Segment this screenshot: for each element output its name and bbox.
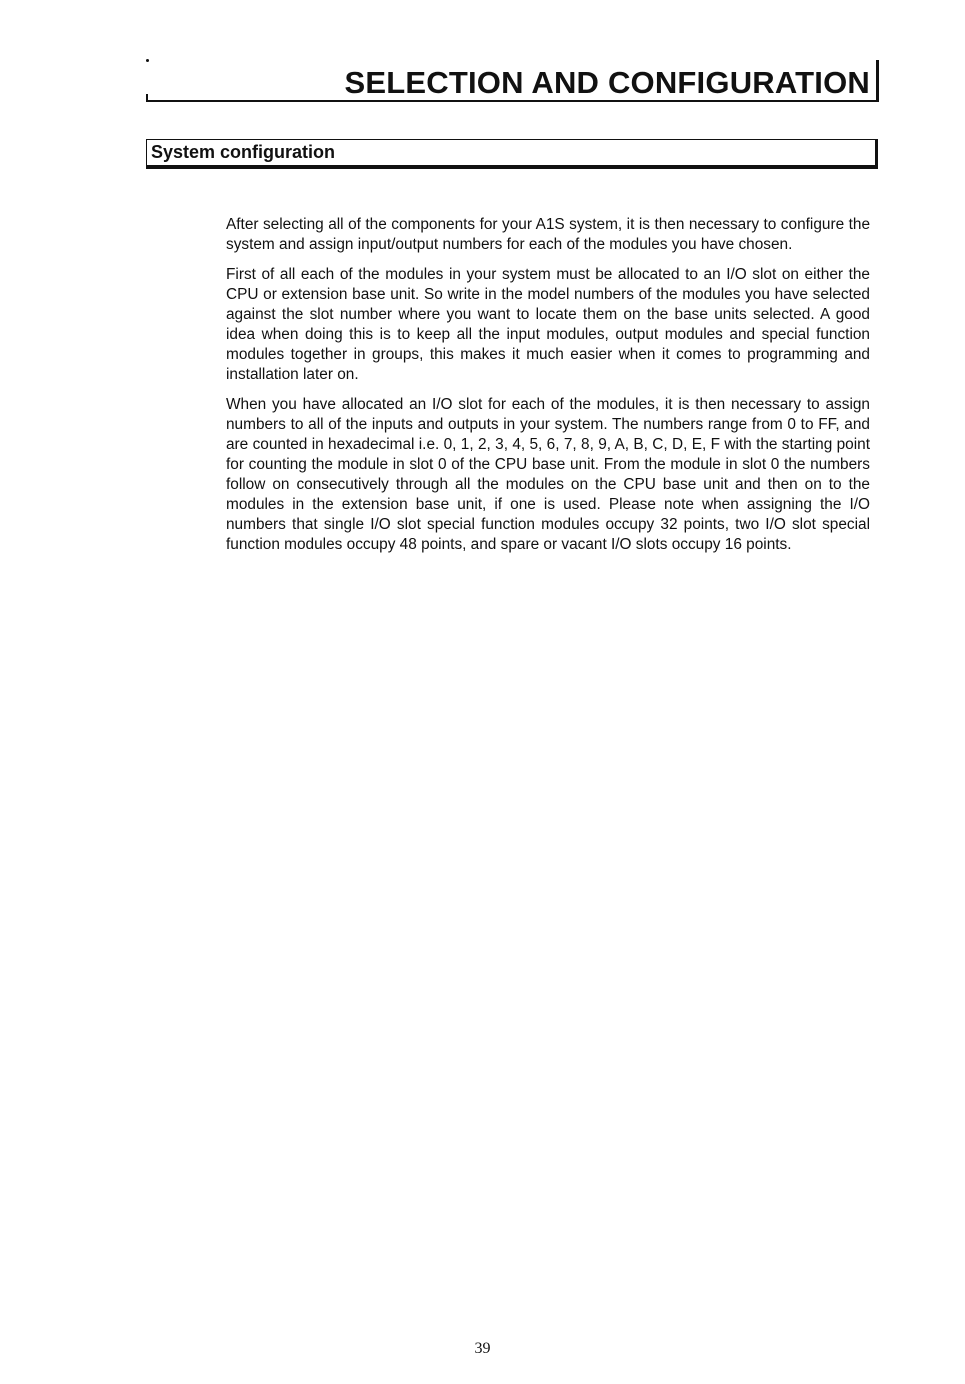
- paragraph-intro: After selecting all of the components for your A1S system, it is then necessary to configure the system and assign input/output numbers for each of the modules you have chosen.: [226, 216, 870, 253]
- paragraph-io-numbering: When you have allocated an I/O slot for each of the modules, it is then necessary to assign numbers to all of the inputs and outputs in your system. The numbers range from 0 to FF, and are counted in hexadecimal i.e. 0, 1, 2, 3, 4, 5, 6, 7, 8, 9, A, B, C, D, E, F with the starting point for counting the module in slot 0 of the CPU base unit. From the module in slot 0 the numbers follow on consecutively through all the modules on the CPU base unit and then on to the modules in the extension base unit, if one is used. Please note when assigning the I/O numbers that single I/O slot special function modules occupy 32 points, two I/O slot special function modules occupy 48 points, and spare or vacant I/O slots occupy 16 points.: [226, 396, 870, 553]
- body-text: [226, 215, 870, 565]
- chapter-title: SELECTION AND CONFIGURATION: [344, 65, 870, 100]
- header-rule-tick: [146, 94, 148, 102]
- section-title: System configuration: [151, 142, 336, 162]
- chapter-header: [146, 60, 879, 102]
- paragraph-slot-allocation: First of all each of the modules in your system must be allocated to an I/O slot on either the CPU or extension base unit. So write in the model numbers of the modules you have selected against the slot number where you want to locate them on the base units selected. A good idea when doing this is to keep all the input modules, output modules and special function modules together in groups, this makes it much easier when it comes to programming and installation later on.: [226, 266, 870, 383]
- section-heading-box: [146, 139, 878, 169]
- page-number: 39: [474, 1340, 491, 1357]
